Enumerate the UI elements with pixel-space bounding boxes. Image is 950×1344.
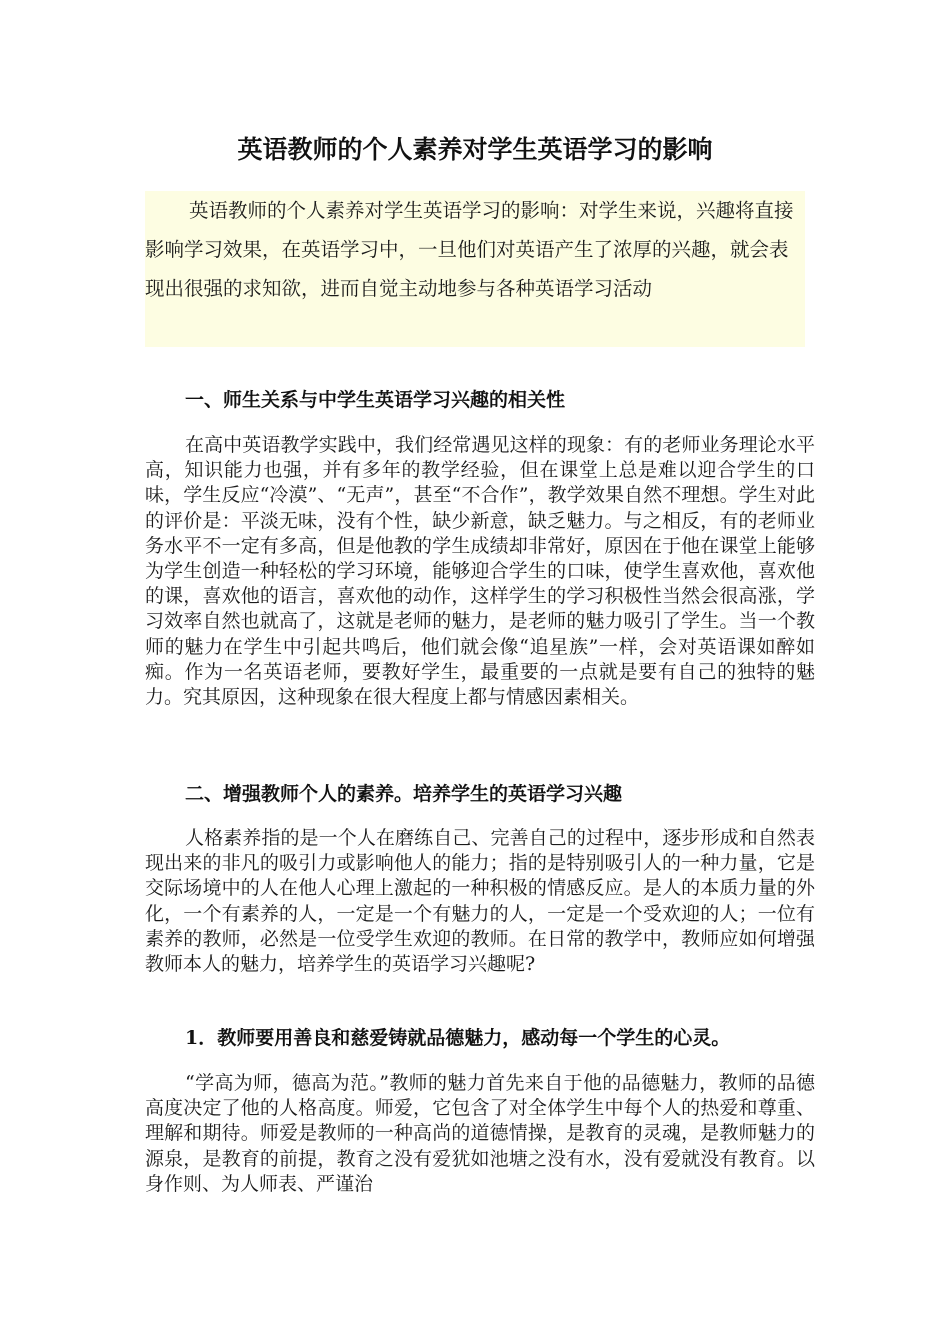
abstract-paragraph: 英语教师的个人素养对学生英语学习的影响：对学生来说，兴趣将直接影响学习效果，在英语学习中，一旦他们对英语产生了浓厚的兴趣，就会表现出很强的求知欲，进而自觉主动地参与各种英语学习活动 <box>145 191 805 347</box>
section-body-1: 在高中英语教学实践中，我们经常遇见这样的现象：有的老师业务理论水平高，知识能力也强，并有多年的教学经验，但在课堂上总是难以迎合学生的口味，学生反应“冷漠”、“无声”，甚至“不合作”，教学效果自然不理想。学生对此的评价是：平淡无味，没有个性，缺少新意，缺乏魅力。与之相反，有的老师业务水平不一定有多高，但是他教的学生成绩却非常好，原因在于他在课堂上能够为学生创造一种轻松的学习环境，能够迎合学生的口味，使学生喜欢他，喜欢他的课，喜欢他的语言，喜欢他的动作，这样学生的学习积极性当然会很高涨，学习效率自然也就高了，这就是老师的魅力，是老师的魅力吸引了学生。当一个教师的魅力在学生中引起共鸣后，他们就会像“追星族”一样，会对英语课如醉如痴。作为一名英语老师，要教好学生，最重要的一点就是要有自己的独特的魅力。究其原因，这种现象在很大程度上都与情感因素相关。 <box>145 434 815 709</box>
section-heading-3: 1．教师要用善良和慈爱铸就品德魅力，感动每一个学生的心灵。 <box>185 1027 731 1049</box>
section-body-3: “学高为师，德高为范。”教师的魅力首先来自于他的品德魅力，教师的品德高度决定了他的人格高度。师爱，它包含了对全体学生中每个人的热爱和尊重、理解和期待。师爱是教师的一种高尚的道德情操，是教育的灵魂，是教师魅力的源泉，是教育的前提，教育之没有爱犹如池塘之没有水，没有爱就没有教育。以身作则、为人师表、严谨治 <box>145 1072 815 1195</box>
section-heading-1: 一、师生关系与中学生英语学习兴趣的相关性 <box>185 389 566 411</box>
document-title: 英语教师的个人素养对学生英语学习的影响 <box>237 135 713 164</box>
section-body-2: 人格素养指的是一个人在磨练自己、完善自己的过程中，逐步形成和自然表现出来的非凡的吸引力或影响他人的能力；指的是特别吸引人的一种力量，它是交际场境中的人在他人心理上激起的一种积极的情感反应。是人的本质力量的外化，一个有素养的人，一定是一个有魅力的人，一定是一个受欢迎的人；一位有素养的教师，必然是一位受学生欢迎的教师。在日常的教学中，教师应如何增强教师本人的魅力，培养学生的英语学习兴趣呢? <box>145 827 815 976</box>
section-heading-2: 二、增强教师个人的素养。培养学生的英语学习兴趣 <box>185 783 623 805</box>
